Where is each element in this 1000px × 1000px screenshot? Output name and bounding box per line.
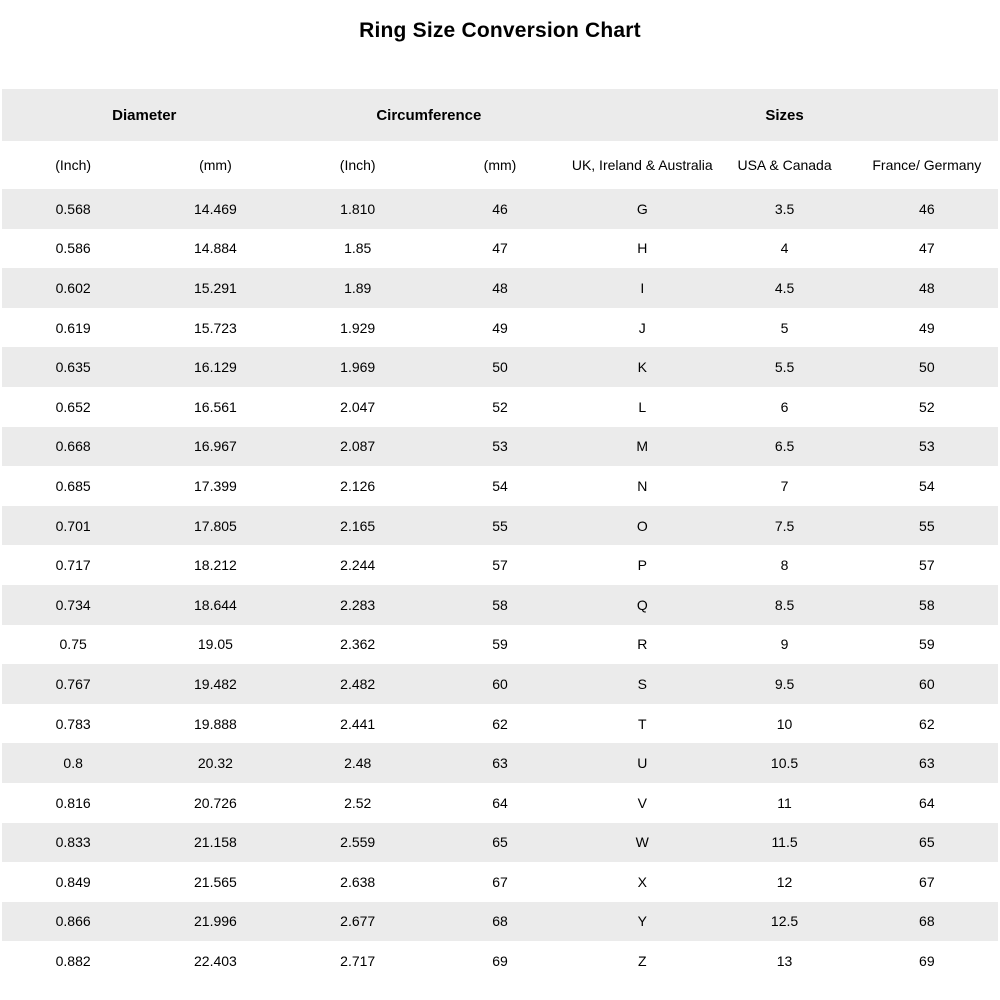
table-cell: 48 — [919, 279, 935, 296]
table-cell: R — [637, 636, 648, 653]
table-cell: 21.996 — [194, 913, 237, 930]
table-cell: 7 — [780, 477, 789, 494]
table-head — [2, 89, 998, 189]
table-cell: 0.619 — [55, 319, 91, 336]
table-row — [2, 308, 998, 348]
table-cell: 0.833 — [55, 834, 91, 851]
table-row — [2, 506, 998, 546]
table-cell: 2.717 — [340, 953, 376, 970]
table-cell: 0.568 — [55, 200, 91, 217]
table-row — [2, 941, 998, 981]
table-cell: 2.126 — [340, 477, 376, 494]
table-cell: 2.638 — [340, 873, 376, 890]
table-cell: 49 — [919, 319, 935, 336]
table-cell: 4 — [780, 240, 789, 257]
table-cell: 67 — [492, 873, 508, 890]
table-cell: 1.85 — [344, 240, 372, 257]
table-cell: 49 — [492, 319, 508, 336]
table-cell: 2.482 — [340, 675, 376, 692]
subheader-diameter-mm: (mm) — [199, 157, 232, 173]
table-cell: 11 — [777, 794, 792, 811]
table-cell: 0.783 — [55, 715, 91, 732]
table-cell: K — [637, 359, 647, 376]
table-cell: Y — [637, 913, 647, 930]
group-header-circumference: Circumference — [376, 106, 482, 124]
table-cell: 8.5 — [774, 596, 795, 613]
table-cell: I — [640, 279, 645, 296]
table-row — [2, 783, 998, 823]
table-row — [2, 664, 998, 704]
table-cell: 20.32 — [197, 755, 233, 772]
sub-header-row — [2, 141, 998, 189]
table-row — [2, 229, 998, 269]
subheader-usa-canada: USA & Canada — [737, 157, 832, 173]
subheader-france-germany: France/ Germany — [872, 157, 982, 173]
table-cell: 57 — [919, 557, 935, 574]
ring-size-table — [2, 89, 998, 981]
table-cell: 0.602 — [55, 279, 91, 296]
table-cell: 58 — [919, 596, 935, 613]
table-cell: S — [637, 675, 647, 692]
table-cell: 19.482 — [194, 675, 237, 692]
table-cell: 64 — [492, 794, 508, 811]
table-cell: 18.644 — [194, 596, 237, 613]
table-row — [2, 347, 998, 387]
table-cell: 22.403 — [194, 953, 237, 970]
table-cell: 0.717 — [55, 557, 91, 574]
table-cell: V — [637, 794, 647, 811]
table-cell: 16.561 — [194, 398, 237, 415]
table-cell: 21.158 — [194, 834, 237, 851]
table-cell: 8 — [780, 557, 789, 574]
group-header-diameter: Diameter — [112, 106, 177, 124]
group-header-sizes: Sizes — [765, 106, 804, 124]
table-cell: 2.244 — [340, 557, 376, 574]
table-cell: 4.5 — [774, 279, 795, 296]
table-cell: 52 — [492, 398, 508, 415]
table-cell: 2.559 — [340, 834, 376, 851]
table-cell: 0.882 — [55, 953, 91, 970]
table-row — [2, 189, 998, 229]
table-cell: 0.685 — [55, 477, 91, 494]
table-cell: W — [635, 834, 649, 851]
table-cell: 0.849 — [55, 873, 91, 890]
table-cell: 0.635 — [55, 359, 91, 376]
table-cell: 0.767 — [55, 675, 91, 692]
table-cell: 2.441 — [340, 715, 376, 732]
table-cell: 1.810 — [340, 200, 376, 217]
table-cell: 9.5 — [774, 675, 795, 692]
table-row — [2, 585, 998, 625]
table-cell: 0.816 — [55, 794, 91, 811]
table-cell: 57 — [492, 557, 508, 574]
table-cell: 67 — [919, 873, 935, 890]
table-row — [2, 823, 998, 863]
table-cell: 0.8 — [63, 755, 83, 772]
table-cell: M — [636, 438, 649, 455]
table-cell: 69 — [492, 953, 508, 970]
table-cell: O — [636, 517, 648, 534]
table-cell: 63 — [919, 755, 935, 772]
table-cell: 14.884 — [194, 240, 237, 257]
table-cell: 12.5 — [770, 913, 799, 930]
table-cell: 10 — [776, 715, 793, 732]
table-cell: 53 — [492, 438, 508, 455]
table-row — [2, 743, 998, 783]
table-cell: 1.89 — [344, 279, 372, 296]
table-cell: 7.5 — [774, 517, 795, 534]
table-cell: 68 — [919, 913, 935, 930]
table-cell: 60 — [919, 675, 935, 692]
table-cell: T — [637, 715, 647, 732]
table-cell: 15.723 — [194, 319, 237, 336]
table-cell: J — [638, 319, 646, 336]
subheader-circumference-inch: (Inch) — [339, 157, 376, 173]
table-cell: 50 — [919, 359, 935, 376]
table-cell: 0.75 — [59, 636, 87, 653]
table-cell: 9 — [780, 636, 789, 653]
table-cell: 2.047 — [340, 398, 376, 415]
table-cell: 62 — [492, 715, 508, 732]
table-cell: 15.291 — [194, 279, 237, 296]
table-cell: 46 — [492, 200, 508, 217]
table-row — [2, 387, 998, 427]
table-body — [2, 189, 998, 981]
table-cell: 52 — [919, 398, 935, 415]
table-cell: U — [637, 755, 648, 772]
table-row — [2, 268, 998, 308]
table-cell: 19.888 — [194, 715, 237, 732]
subheader-circumference-mm: (mm) — [483, 157, 517, 173]
table-cell: 0.866 — [55, 913, 91, 930]
table-row — [2, 625, 998, 665]
table-cell: 0.652 — [55, 398, 91, 415]
table-cell: Z — [637, 953, 647, 970]
table-cell: 65 — [919, 834, 935, 851]
table-cell: 16.129 — [194, 359, 237, 376]
table-row — [2, 902, 998, 942]
table-cell: 0.668 — [55, 438, 91, 455]
table-cell: 54 — [492, 477, 508, 494]
table-cell: 2.677 — [340, 913, 376, 930]
table-cell: H — [637, 240, 648, 257]
table-cell: 47 — [492, 240, 508, 257]
table-cell: 64 — [919, 794, 935, 811]
table-cell: 3.5 — [774, 200, 795, 217]
table-cell: 60 — [492, 675, 508, 692]
table-cell: 65 — [492, 834, 508, 851]
table-cell: 17.399 — [194, 477, 237, 494]
table-cell: 0.586 — [55, 240, 91, 257]
table-cell: 2.52 — [344, 794, 372, 811]
table-cell: 53 — [919, 438, 935, 455]
table-cell: 62 — [919, 715, 935, 732]
page-title: Ring Size Conversion Chart — [359, 19, 641, 42]
table-cell: 46 — [919, 200, 935, 217]
table-cell: 16.967 — [194, 438, 237, 455]
table-cell: 13 — [776, 953, 793, 970]
table-row — [2, 427, 998, 467]
table-cell: 17.805 — [194, 517, 237, 534]
table-cell: 54 — [919, 477, 935, 494]
table-cell: Q — [636, 596, 648, 613]
table-cell: P — [637, 557, 647, 574]
table-cell: 18.212 — [194, 557, 237, 574]
table-cell: 1.969 — [340, 359, 376, 376]
group-header-row — [2, 89, 998, 141]
table-cell: 14.469 — [194, 200, 237, 217]
table-cell: 2.283 — [340, 596, 376, 613]
table-cell: L — [638, 398, 647, 415]
table-cell: 50 — [492, 359, 508, 376]
table-cell: 59 — [492, 636, 508, 653]
table-cell: 2.48 — [344, 755, 372, 772]
table-cell: 48 — [492, 279, 508, 296]
table-cell: 47 — [919, 240, 935, 257]
subheader-diameter-inch: (Inch) — [55, 157, 92, 173]
table-cell: 19.05 — [197, 636, 233, 653]
table-row — [2, 466, 998, 506]
table-cell: 6.5 — [774, 438, 795, 455]
table-cell: 59 — [919, 636, 935, 653]
table-cell: 68 — [492, 913, 508, 930]
table-cell: 2.165 — [340, 517, 376, 534]
table-cell: 5.5 — [774, 359, 795, 376]
table-cell: 69 — [919, 953, 935, 970]
table-cell: 0.734 — [55, 596, 91, 613]
table-cell: 63 — [492, 755, 508, 772]
table-cell: 10.5 — [770, 755, 799, 772]
table-cell: 2.087 — [340, 438, 376, 455]
table-cell: 0.701 — [55, 517, 91, 534]
table-cell: X — [637, 873, 647, 890]
table-cell: N — [637, 477, 648, 494]
table-cell: 12 — [776, 873, 793, 890]
table-cell: 2.362 — [340, 636, 376, 653]
subheader-uk-ireland-australia: UK, Ireland & Australia — [571, 157, 713, 173]
table-cell: 5 — [780, 319, 789, 336]
table-row — [2, 862, 998, 902]
table-cell: 11.5 — [771, 834, 798, 851]
table-cell: 1.929 — [340, 319, 376, 336]
table-cell: 55 — [919, 517, 935, 534]
table-cell: 20.726 — [194, 794, 237, 811]
table-row — [2, 545, 998, 585]
table-cell: 21.565 — [194, 873, 237, 890]
table-cell: 55 — [492, 517, 508, 534]
table-row — [2, 704, 998, 744]
table-cell: 6 — [780, 398, 789, 415]
table-cell: 58 — [492, 596, 508, 613]
table-cell: G — [636, 200, 648, 217]
